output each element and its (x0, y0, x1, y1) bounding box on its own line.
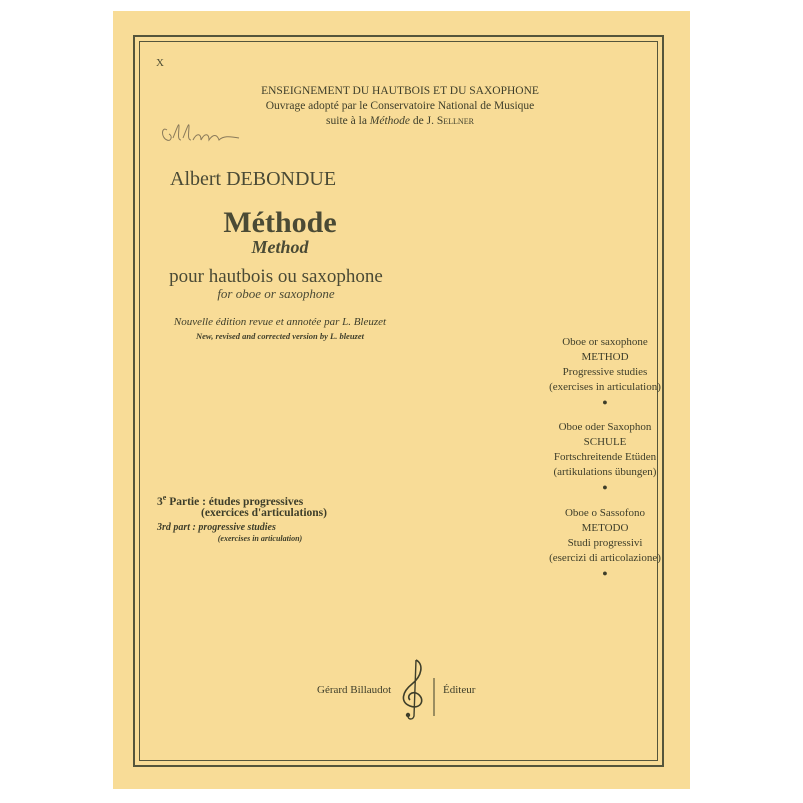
subtitle-english: for oboe or saxophone (217, 286, 335, 301)
title-english: Method (251, 237, 309, 257)
translation-line: Studi progressivi (567, 537, 643, 549)
subtitle-french: pour hautbois ou saxophone (169, 266, 383, 287)
series-adoption: Ouvrage adopté par le Conservatoire National de Musique (265, 100, 535, 112)
series-header (240, 84, 560, 129)
translation-line: Oboe or saxophone (562, 336, 648, 348)
translation-italian (505, 506, 705, 580)
translation-line: Progressive studies (562, 366, 648, 378)
edition-english: New, revised and corrected version by L. bleuzet (196, 331, 364, 341)
publisher-name: Gérard Billaudot (317, 684, 392, 696)
title-french: Méthode (223, 206, 337, 239)
translation-line: Oboe oder Saxophon (558, 421, 652, 433)
translation-title: SCHULE (583, 436, 627, 448)
part-french-line1: 3e Partie : études progressives (157, 493, 304, 508)
handwritten-signature (157, 118, 257, 148)
translation-line: Oboe o Sassofono (564, 507, 646, 519)
translation-line: Fortschreitende Etüden (553, 451, 657, 463)
treble-clef-logo-icon (386, 656, 438, 722)
bullet-icon: ● (602, 397, 608, 407)
catalog-marker: X (156, 57, 164, 69)
translation-line: (artikulations übungen) (553, 466, 657, 478)
part-english-line2: (exercises in articulation) (217, 534, 303, 543)
composer-name: Albert DEBONDUE (170, 168, 337, 190)
publisher-role: Éditeur (443, 684, 476, 696)
series-title: ENSEIGNEMENT DU HAUTBOIS ET DU SAXOPHONE (261, 85, 539, 97)
edition-french: Nouvelle édition revue et annotée par L. Bleuzet (173, 316, 387, 328)
translation-line: (esercizi di articolazione) (549, 552, 661, 564)
translation-english (505, 335, 705, 409)
part-french-line2: (exercices d'articulations) (201, 507, 327, 519)
translation-line: (exercises in articulation) (549, 381, 661, 393)
translation-german (505, 420, 705, 494)
bullet-icon: ● (602, 482, 608, 492)
translation-title: METHOD (581, 351, 629, 363)
bullet-icon: ● (602, 568, 608, 578)
series-continuation: suite à la Méthode de J. Sellner (326, 115, 474, 127)
part-english-line1: 3rd part : progressive studies (157, 522, 276, 533)
translation-title: METODO (581, 522, 629, 534)
